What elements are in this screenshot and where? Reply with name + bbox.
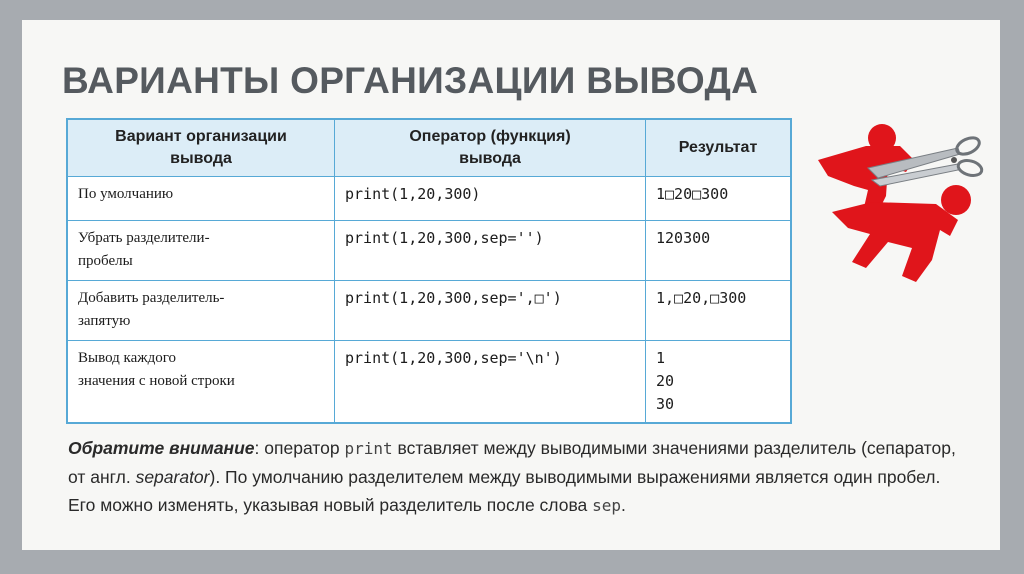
- attention-note: [68, 434, 968, 520]
- variant-text: Вывод каждого: [78, 350, 177, 366]
- operator-cell: print(1,20,300): [335, 177, 646, 221]
- table-row: [67, 281, 791, 341]
- variant-cell: [67, 341, 335, 424]
- variant-cell: [67, 221, 335, 281]
- table-row: [67, 177, 791, 221]
- scissors-cutting-paper-people-icon: [808, 116, 988, 286]
- variant-text: Убрать разделители-: [78, 230, 210, 246]
- table-header-row: [67, 119, 791, 177]
- note-lead: Обратите внимание: [68, 438, 255, 458]
- header-result: [646, 119, 792, 177]
- note-foreign-word: separator: [135, 467, 210, 487]
- header-operator-line-1: Оператор (функция): [409, 128, 571, 145]
- variant-text: По умолчанию: [78, 186, 174, 202]
- note-text: ). По умолчанию разделителем между выводимыми выражениями является один пробел. Его можно изменять, указывая новый разделитель после слова: [68, 467, 941, 515]
- variant-cell: [67, 281, 335, 341]
- variant-text: пробелы: [78, 253, 133, 269]
- header-variant-line-2: вывода: [170, 150, 232, 167]
- slide: [22, 20, 1000, 550]
- result-text: 120300: [656, 229, 711, 247]
- slide-title: ВАРИАНТЫ ОРГАНИЗАЦИИ ВЫВОДА: [62, 60, 759, 101]
- variant-text: Добавить разделитель-: [78, 290, 225, 306]
- variant-text: запятую: [78, 313, 131, 329]
- result-cell: [646, 221, 792, 281]
- result-text: 1,□20,□300: [656, 289, 747, 307]
- note-code-print: print: [344, 439, 393, 458]
- table-row: [67, 341, 791, 424]
- result-cell: [646, 281, 792, 341]
- variant-text: значения с новой строки: [78, 373, 235, 389]
- operator-cell: print(1,20,300,sep=''): [335, 221, 646, 281]
- result-text: 30: [656, 395, 675, 413]
- output-options-table: [66, 118, 792, 424]
- result-cell: [646, 341, 792, 424]
- header-operator-line-2: вывода: [459, 150, 521, 167]
- header-operator: [335, 119, 646, 177]
- result-text: 20: [656, 372, 675, 390]
- note-text: : оператор: [254, 438, 345, 458]
- operator-cell: print(1,20,300,sep=',□'): [335, 281, 646, 341]
- note-code-sep: sep: [592, 496, 622, 515]
- header-variant: [67, 119, 335, 177]
- result-text: 1□20□300: [656, 185, 729, 203]
- header-result-line-1: Результат: [678, 139, 758, 156]
- result-cell: [646, 177, 792, 221]
- operator-cell: print(1,20,300,sep='\n'): [335, 341, 646, 424]
- table-row: [67, 221, 791, 281]
- note-text: .: [621, 495, 626, 515]
- header-variant-line-1: Вариант организации: [115, 128, 287, 145]
- variant-cell: [67, 177, 335, 221]
- note-text: вставляет между выводимыми значениями разделитель (сепаратор, от англ.: [68, 438, 956, 487]
- result-text: 1: [656, 349, 666, 367]
